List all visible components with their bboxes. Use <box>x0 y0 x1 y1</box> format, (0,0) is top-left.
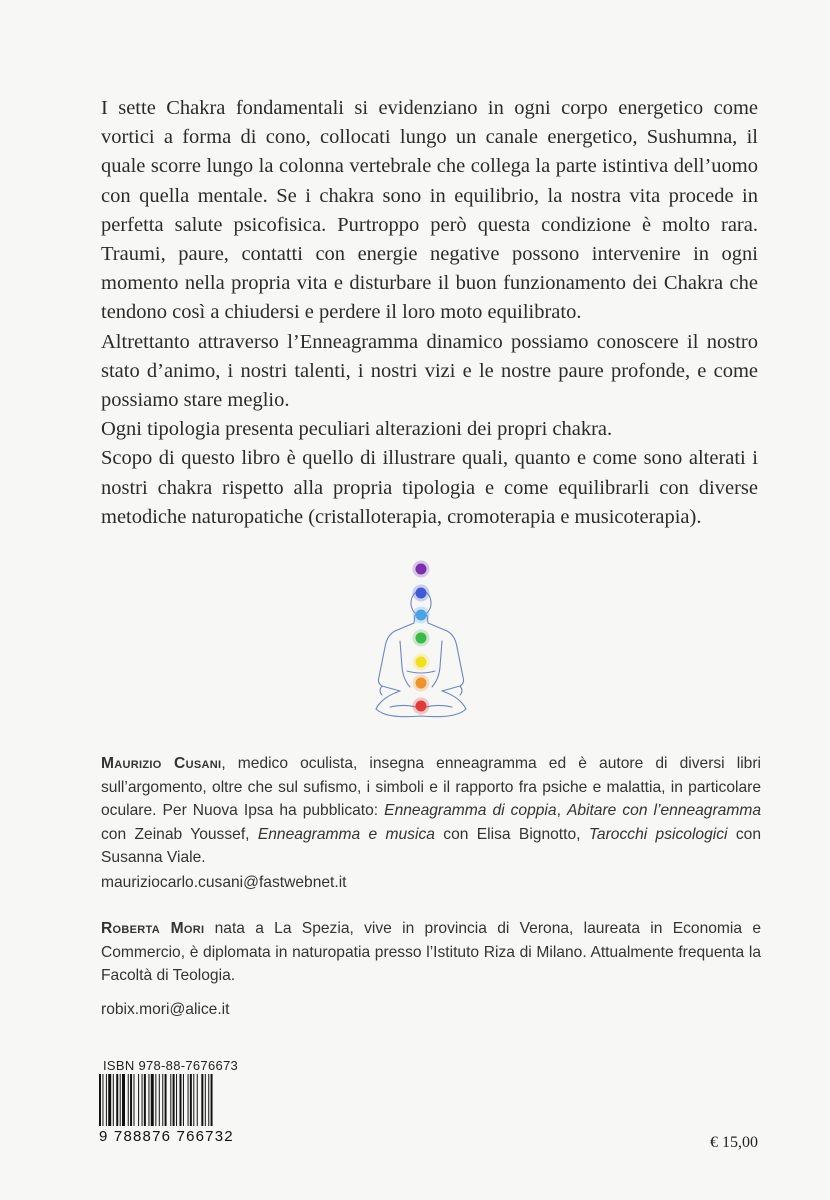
barcode-bar <box>211 1074 213 1126</box>
intro-paragraph-4: Scopo di questo libro è quello di illustrare quali, quanto e come sono alterati i nostri chakra rispetto alla propria tipologia e come equilibrarli con diverse metodiche naturopatiche (cristalloterapia, cromoterapia e musicoterapia). <box>101 447 758 528</box>
barcode-bar <box>128 1074 129 1126</box>
chakra-dot <box>416 564 427 575</box>
barcode-bar <box>106 1074 107 1126</box>
barcode-bar <box>165 1074 167 1126</box>
barcode-bar <box>159 1074 160 1126</box>
intro-paragraph-2: Altrettanto attraverso l’Enneagramma dinamico possiamo conoscere il nostro stato d’animo, i nostri talenti, i nostri vizi e le nostre paure profonde, e come possiamo stare meglio. <box>101 330 758 412</box>
barcode-bar <box>155 1074 156 1126</box>
author-bio-cusani: Maurizio Cusani, medico oculista, insegna enneagramma ed è autore di diversi libri sull’argomento, oltre che sul sufismo, i simboli e il rapporto fra psiche e malattia, in particolare oculare. Per Nuova Ipsa ha pubblicato: Enneagramma di coppia, Abitare con l’enneagramma con Zeinab Youssef, Enneagramma e musica con Elisa Bignotto, Tarocchi psicologici con Susanna Viale. <box>101 755 762 866</box>
chakra-dots <box>413 561 430 715</box>
barcode-bar <box>188 1074 189 1126</box>
barcode-bar <box>113 1074 114 1126</box>
author-name-cusani: Maurizio Cusani <box>101 755 222 772</box>
chakra-dot <box>416 657 427 668</box>
barcode-bar <box>176 1074 177 1126</box>
barcode-bar <box>183 1074 184 1126</box>
barcode-bar <box>108 1074 111 1126</box>
barcode-bar <box>122 1074 125 1126</box>
barcode-bar <box>102 1074 103 1126</box>
barcode-bar <box>162 1074 163 1126</box>
isbn-label: ISBN 978-88-7676673 <box>103 1058 239 1073</box>
isbn-barcode <box>99 1074 251 1126</box>
intro-paragraph-3: Ogni tipologia presenta peculiari alterazioni dei propri chakra. <box>101 418 613 441</box>
price: € 15,00 <box>710 1134 758 1151</box>
barcode-bar <box>170 1074 171 1126</box>
barcode-bar <box>130 1074 132 1126</box>
barcode-bar <box>99 1074 101 1126</box>
chakra-dot <box>416 588 427 599</box>
chakra-dot <box>416 701 427 712</box>
barcode-bar <box>151 1074 154 1126</box>
barcode-bar <box>193 1074 194 1126</box>
barcode-bar <box>120 1074 121 1126</box>
barcode-bar <box>148 1074 149 1126</box>
author-name-mori: Roberta Mori <box>101 920 205 937</box>
intro-text <box>101 94 758 532</box>
barcode-digits: 9 788876 766732 <box>99 1128 234 1145</box>
barcode-bar <box>138 1074 139 1126</box>
author-email-mori: robix.mori@alice.it <box>101 1001 230 1018</box>
author-bio-mori: Roberta Mori nata a La Spezia, vive in provincia di Verona, laureata in Economia e Commercio, è diplomata in naturopatia presso l’Istituto Riza di Milano. Attualmente frequenta la Facoltà di Teologia. <box>101 920 762 984</box>
intro-paragraph-1: I sette Chakra fondamentali si evidenziano in ogni corpo energetico come vortici a forma di cono, collocati lungo un canale energetico, Sushumna, il quale scorre lungo la colonna vertebrale che collega la parte istintiva dell’uomo con quella mentale. Se i chakra sono in equilibrio, la nostra vita procede in perfetta salute psicofisica. Purtroppo però questa condizione è molto rara. Traumi, paure, contatti con energie negative possono intervenire in ogni momento nella propria vita e disturbare il buon funzionamento dei Chakra che tendono così a chiudersi e perdere il loro moto equilibrato. <box>101 97 758 324</box>
barcode-bar <box>142 1074 143 1126</box>
barcode-bar <box>116 1074 118 1126</box>
chakra-dot <box>416 633 427 644</box>
barcode-bar <box>205 1074 206 1126</box>
barcode-bar <box>144 1074 146 1126</box>
chakra-dot <box>416 678 427 689</box>
barcode-bar <box>134 1074 135 1126</box>
barcode-bar <box>201 1074 203 1126</box>
meditating-figure-illustration <box>360 555 480 730</box>
chakra-dot <box>416 610 427 621</box>
barcode-bar <box>173 1074 175 1126</box>
barcode-bar <box>190 1074 192 1126</box>
barcode-bar <box>180 1074 182 1126</box>
barcode-bar <box>208 1074 209 1126</box>
barcode-bar <box>197 1074 198 1126</box>
author-email-cusani: maurizio​carlo.cusani@fastwebnet.it <box>101 874 347 891</box>
